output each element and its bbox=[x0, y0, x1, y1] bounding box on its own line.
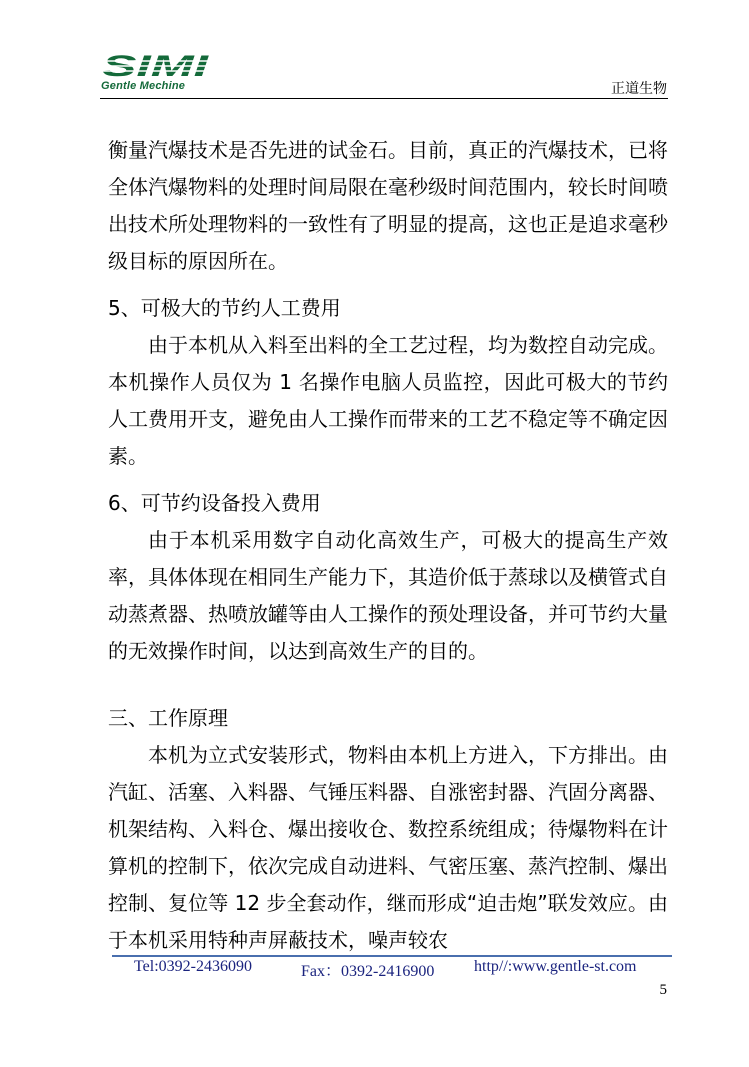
paragraph-labor-cost: 由于本机从入料至出料的全工艺过程，均为数控自动完成。本机操作人员仅为 1 名操作电脑人员监控，因此可极大的节约人工费用开支，避免由人工操作而带来的工艺不稳定等不确定因素。 bbox=[108, 333, 668, 468]
company-name: 正道生物 bbox=[611, 81, 667, 97]
company-logo bbox=[100, 52, 212, 94]
logo-subtitle: Gentle Mechine bbox=[101, 80, 186, 92]
footer-fax: Fax：0392-2416900 bbox=[301, 963, 435, 980]
paragraph-equipment-cost: 由于本机采用数字自动化高效生产，可极大的提高生产效率，具体体现在相同生产能力下，其造价低于蒸球以及横管式自动蒸煮器、热喷放罐等由人工操作的预处理设备，并可节约大量的无效操作时间，以达到高效生产的目的。 bbox=[108, 528, 668, 663]
document-body bbox=[108, 132, 668, 959]
footer-contact bbox=[134, 958, 668, 978]
section-spacer bbox=[108, 670, 668, 690]
footer-website: http//:www.gentle-st.com bbox=[474, 958, 637, 975]
svg-text:SIMI: SIMI bbox=[102, 52, 210, 80]
section-heading-6: 6、可节约设备投入费用 bbox=[108, 491, 321, 515]
header-divider bbox=[100, 98, 668, 99]
section-heading-principle: 三、工作原理 bbox=[108, 706, 228, 730]
page-number: 5 bbox=[659, 982, 667, 998]
footer-tel: Tel:0392-2436090 bbox=[134, 958, 252, 975]
paragraph-intro: 衡量汽爆技术是否先进的试金石。目前，真正的汽爆技术，已将全体汽爆物料的处理时间局限在毫秒级时间范围内，较长时间喷出技术所处理物料的一致性有了明显的提高，这也正是追求毫秒级目标的原因所在。 bbox=[108, 138, 668, 273]
footer-divider bbox=[112, 955, 672, 957]
simi-logo-mark bbox=[100, 52, 212, 80]
paragraph-working-principle: 本机为立式安装形式，物料由本机上方进入，下方排出。由汽缸、活塞、入料器、气锤压料器、自涨密封器、汽固分离器、机架结构、入料仓、爆出接收仓、数控系统组成；待爆物料在计算机的控制下，依次完成自动进料、气密压塞、蒸汽控制、爆出控制、复位等 12 步全套动作，继而形成“迫击炮”联发效应。由于本机采用特种声屏蔽技术，噪声较农 bbox=[108, 743, 668, 952]
section-heading-5: 5、可极大的节约人工费用 bbox=[108, 296, 341, 320]
